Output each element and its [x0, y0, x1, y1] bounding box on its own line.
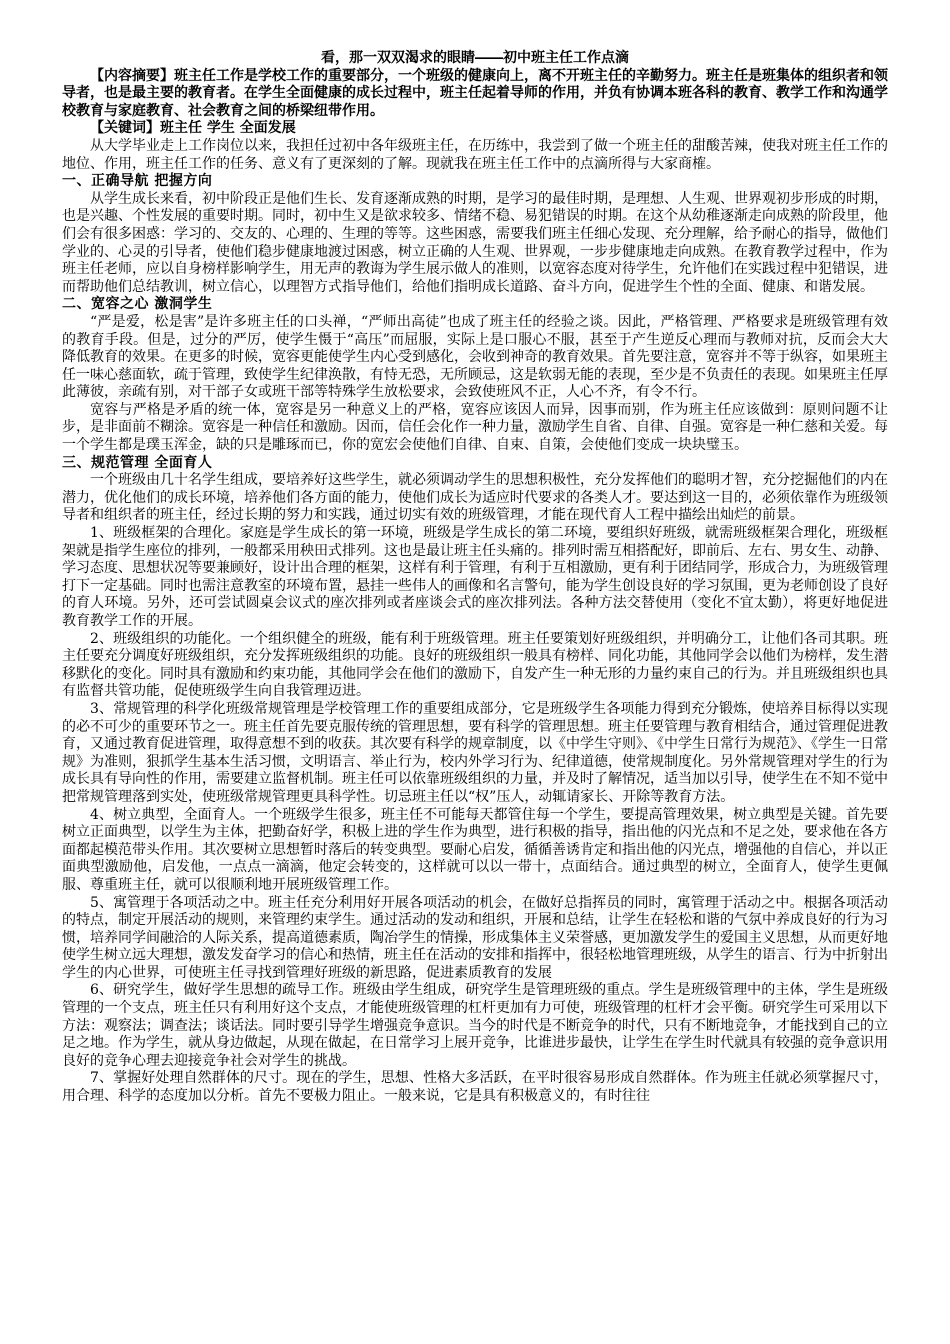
list-item-1: 1、班级框架的合理化。家庭是学生成长的第一环境，班级是学生成长的第二环境，要组织好班级，就需班级框架合理化，班级框架就是指学生座位的排列，一般都采用秧田式排列。这也是最让班主任头痛的。排列时需互相搭配好，即前后、左右、男女生、动静、学习态度、思想状况等要兼顾好，设计出合理的框架，这样有利于管理，有利于互相激励，更有利于团结同学，形成合力，为班级管理打下一定基础。同时也需注意教室的环境布置，悬挂一些伟人的画像和名言警句，能为学生创设良好的学习氛围，更为老师创设了良好的育人环境。另外，还可尝试圆桌会议式的座次排列或者座谈会式的座次排列法。各种方法交替使用（变化不宜太勤），将更好地促进教育教学工作的开展。 — [62, 525, 888, 629]
abstract: 【内容摘要】班主任工作是学校工作的重要部分，一个班级的健康向上，离不开班主任的辛勤努力。班主任是班集体的组织者和领导者，也是最主要的教育者。在学生全面健康的成长过程中，班主任起着导师的作用，并负有协调本班各科的教育、教学工作和沟通学校教育与家庭教育、社会教育之间的桥梁纽带作用。 — [62, 67, 888, 119]
document-title: 看，那一双双渴求的眼睛――初中班主任工作点滴 — [321, 50, 629, 66]
keywords: 【关键词】班主任 学生 全面发展 — [90, 120, 296, 137]
list-item-4: 4、树立典型，全面育人。一个班级学生很多，班主任不可能每天都管住每一个学生，要提高管理效果，树立典型是关键。首先要树立正面典型，以学生为主体，把勤奋好学，积极上进的学生作为典型，进行积极的指导，指出他的闪光点和不足之处，要求他在各方面都起模范带头作用。其次要树立思想暂时落后的转变典型。要耐心启发，循循善诱肯定和指出他的闪光点，增强他的自信心，并以正面典型激励他，启发他，一点点一滴滴，他定会转变的，这样就可以以一带十，点面结合。通过典型的树立，全面育人，使学生更佩服、尊重班主任，就可以很顺利地开展班级管理工作。 — [62, 806, 888, 893]
intro-paragraph: 从大学毕业走上工作岗位以来，我担任过初中各年级班主任，在历练中，我尝到了做一个班主任的甜酸苦辣，使我对班主任工作的地位、作用，班主任工作的任务、意义有了更深刻的了解。现就我在班主任工作中的点滴所得与大家商榷。 — [62, 137, 888, 172]
section2-heading: 二、宽容之心 激洞学生 — [62, 296, 213, 313]
list-item-7: 7、掌握好处理自然群体的尺寸。现在的学生，思想、性格大多活跃，在平时很容易形成自然群体。作为班主任就必须掌握尺寸，用合理、科学的态度加以分析。首先不要极力阻止。一般来说，它是具有积极意义的，有时往往 — [62, 1070, 888, 1105]
section1-heading: 一、正确导航 把握方向 — [62, 173, 213, 190]
section2-paragraph-1: “严是爱，松是害”是许多班主任的口头禅，“严师出高徒”也成了班主任的经验之谈。因此，严格管理、严格要求是班级管理有效的教育手段。但是，过分的严厉，使学生慑于“高压”而屈服，实际上是口服心不服，甚至于产生逆反心理而与教师对抗，反而会大大降低教育的效果。在更多的时候，宽容更能使学生内心受到感化，会收到神奇的教育效果。首先要注意，宽容并不等于纵容，如果班主任一味心慈面软，疏于管理，致使学生纪律涣散，有恃无恐，无所顾忌，这是软弱无能的表现，至少是不负责任的表现。如果班主任厚此薄彼，亲疏有别，对干部子女或班干部等特殊学生放松要求，会致使班风不正，人心不齐，有令不行。 — [62, 313, 888, 401]
section3-heading: 三、规范管理 全面育人 — [62, 454, 213, 471]
list-item-6: 6、研究学生，做好学生思想的疏导工作。班级由学生组成，研究学生是管理班级的重点。学生是班级管理中的主体，学生是班级管理的一个支点，班主任只有利用好这个支点，才能使班级管理的杠杆更加有力可使，班级管理的杠杆才会平衡。研究学生可采用以下方法：观察法；调查法；谈话法。同时要引导学生增强竞争意识。当今的时代是不断竞争的时代，只有不断地竞争，才能找到自己的立足之地。作为学生，就从身边做起，从现在做起，在日常学习上展开竞争，比谁进步最快，让学生在学生时代就具有较强的竞争意识用良好的竞争心理去迎接竞争社会对学生的挑战。 — [62, 982, 888, 1069]
section1-paragraph: 从学生成长来看，初中阶段正是他们生长、发育逐渐成熟的时期，是学习的最佳时期，是理想、人生观、世界观初步形成的时期，也是兴趣、个性发展的重要时期。同时，初中生又是欲求较多、情绪不稳、易犯错误的时期。在这个从幼稚逐渐走向成熟的阶段里，他们会有很多困惑：学习的、交友的、心理的、生理的等等。这些困惑，需要我们班主任细心发现、充分理解，给予耐心的指导，做他们学业的、心灵的引导者，使他们稳步健康地渡过困惑，树立正确的人生观、世界观，一步步健康地走向成熟。在教育教学过程中，作为班主任老师，应以自身榜样影响学生，用无声的教诲为学生展示做人的准则，以宽容态度对待学生，允许他们在实践过程中犯错误，进而帮助他们总结教训，树立信心，以理智方式指导他们，给他们指明成长道路、奋斗方向，促进学生个性的全面、健康、和谐发展。 — [62, 190, 888, 295]
section2-paragraph-2: 宽容与严格是矛盾的统一体，宽容是另一种意义上的严格，宽容应该因人而异，因事而别，作为班主任应该做到：原则问题不让步，是非面前不糊涂。宽容是一种信任和激励。因而，信任会化作一种力量，激励学生自省、自律、自强。宽容是一种仁慈和关爱。每一个学生都是璞玉浑金，缺的只是雕琢而已，你的宽宏会使他们自律、自束、自策，会使他们变成一块块璧玉。 — [62, 401, 888, 454]
section3-paragraph: 一个班级由几十名学生组成，要培养好这些学生，就必须调动学生的思想积极性，充分发挥他们的聪明才智，充分挖掘他们的内在潜力，优化他们的成长环境，培养他们各方面的能力，使他们成长为适应时代要求的各类人才。要达到这一目的，必须依靠作为班级领导者和组织者的班主任，经过长期的努力和实践，通过切实有效的班级管理，才能在现代育人工程中描绘出灿烂的前景。 — [62, 472, 888, 524]
list-item-2: 2、班级组织的功能化。一个组织健全的班级，能有利于班级管理。班主任要策划好班级组织，并明确分工，让他们各司其职。班主任要充分调度好班级组织，充分发挥班级组织的功能。良好的班级组织一般具有榜样、同化功能，其他同学会以他们为榜样，发生潜移默化的变化。同时具有激励和约束功能，其他同学会在他们的激励下，自发产生一种无形的力量约束自己的行为。并且班级组织也具有监督共管功能，促使班级学生向自我管理迈进。 — [62, 630, 888, 700]
list-item-3: 3、常规管理的科学化班级常规管理是学校管理工作的重要组成部分，它是班级学生各项能力得到充分锻炼，使培养目标得以实现的必不可少的重要环节之一。班主任首先要克服传统的管理思想，要有科学的管理思想。班主任要管理与教育相结合，通过管理促进教育，又通过教育促进管理，取得意想不到的收获。其次要有科学的规章制度，以《中学生守则》、《中学生日常行为规范》、《学生一日常规》为准则，狠抓学生基本生活习惯，文明语言、举止行为，校内外学习行为、纪律道德，使常规制度化。另外常规管理对学生的行为成长具有导向性的作用，需要建立监督机制。班主任可以依靠班级组织的力量，并及时了解情况，适当加以引导，使学生在不知不觉中把常规管理落到实处，使班级常规管理更具科学性。切忌班主任以“权”压人，动辄请家长、开除等教育方法。 — [62, 700, 888, 805]
list-item-5: 5、寓管理于各项活动之中。班主任充分利用好开展各项活动的机会，在做好总指挥员的同时，寓管理于活动之中。根据各项活动的特点，制定开展活动的规则，来管理约束学生。通过活动的发动和组织，开展和总结，让学生在轻松和谐的气氛中养成良好的行为习惯，培养同学间融洽的人际关系，提高道德素质，陶冶学生的情操，形成集体主义荣誉感，更加激发学生的爱国主义思想，从而更好地使学生树立远大理想，激发发奋学习的信心和热情，班主任在活动的安排和指挥中，很轻松地管理班级，从学生的语言、行为中折射出学生的内心世界，可使班主任寻找到管理好班级的新思路，促进素质教育的发展 — [62, 894, 888, 981]
